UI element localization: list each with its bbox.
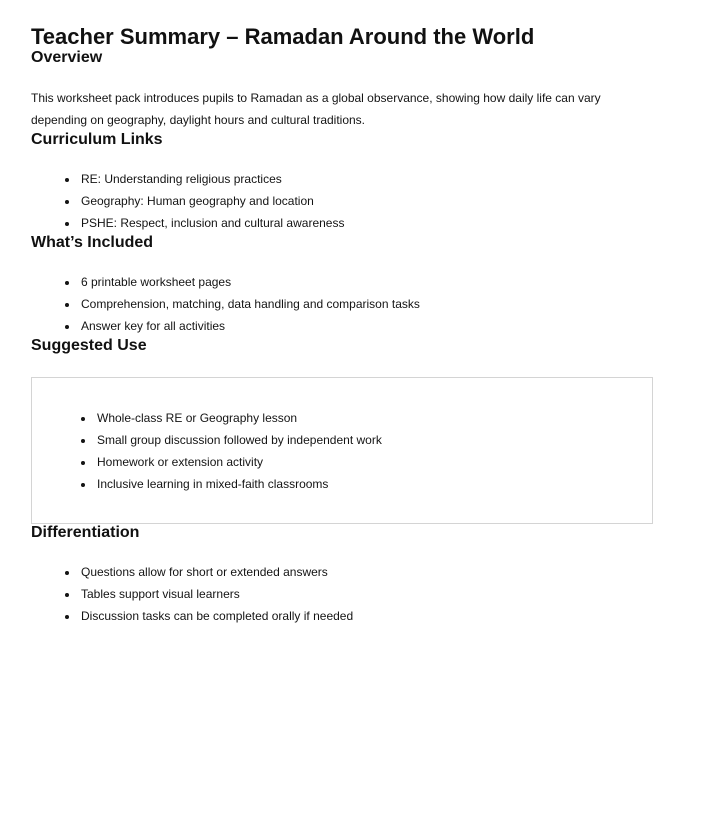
list-item: • Questions allow for short or extended answers bbox=[79, 561, 653, 583]
list-item: • Homework or extension activity bbox=[95, 451, 632, 473]
list-item: • Whole-class RE or Geography lesson bbox=[95, 407, 632, 429]
list-item: • Answer key for all activities bbox=[79, 315, 653, 337]
section-heading-differentiation: Differentiation bbox=[31, 524, 140, 541]
list-item: • Small group discussion followed by independent work bbox=[95, 429, 632, 451]
list-item: • Inclusive learning in mixed-faith classrooms bbox=[95, 473, 632, 495]
list-item: • Discussion tasks can be completed orally if needed bbox=[79, 605, 653, 627]
suggested-use-list bbox=[52, 407, 632, 495]
suggested-use-box bbox=[31, 377, 653, 524]
list-item: • Tables support visual learners bbox=[79, 583, 653, 605]
section-heading-whats-included: What’s Included bbox=[31, 234, 154, 251]
list-item: • Comprehension, matching, data handling and comparison tasks bbox=[79, 293, 653, 315]
section-heading-suggested-use: Suggested Use bbox=[31, 337, 147, 354]
section-heading-overview: Overview bbox=[31, 49, 103, 66]
list-item: • PSHE: Respect, inclusion and cultural awareness bbox=[79, 212, 653, 234]
list-item: • Geography: Human geography and location bbox=[79, 190, 653, 212]
list-item: • 6 printable worksheet pages bbox=[79, 271, 653, 293]
page-title: Teacher Summary – Ramadan Around the World bbox=[31, 24, 535, 49]
section-heading-curriculum-links: Curriculum Links bbox=[31, 131, 163, 148]
overview-paragraph: This worksheet pack introduces pupils to Ramadan as a global observance, showing how daily life can vary depending on geography, daylight hours and cultural traditions. bbox=[31, 91, 601, 127]
list-item: • RE: Understanding religious practices bbox=[79, 168, 653, 190]
curriculum-links-list bbox=[31, 168, 653, 234]
differentiation-list bbox=[31, 561, 653, 627]
whats-included-list bbox=[31, 271, 653, 337]
